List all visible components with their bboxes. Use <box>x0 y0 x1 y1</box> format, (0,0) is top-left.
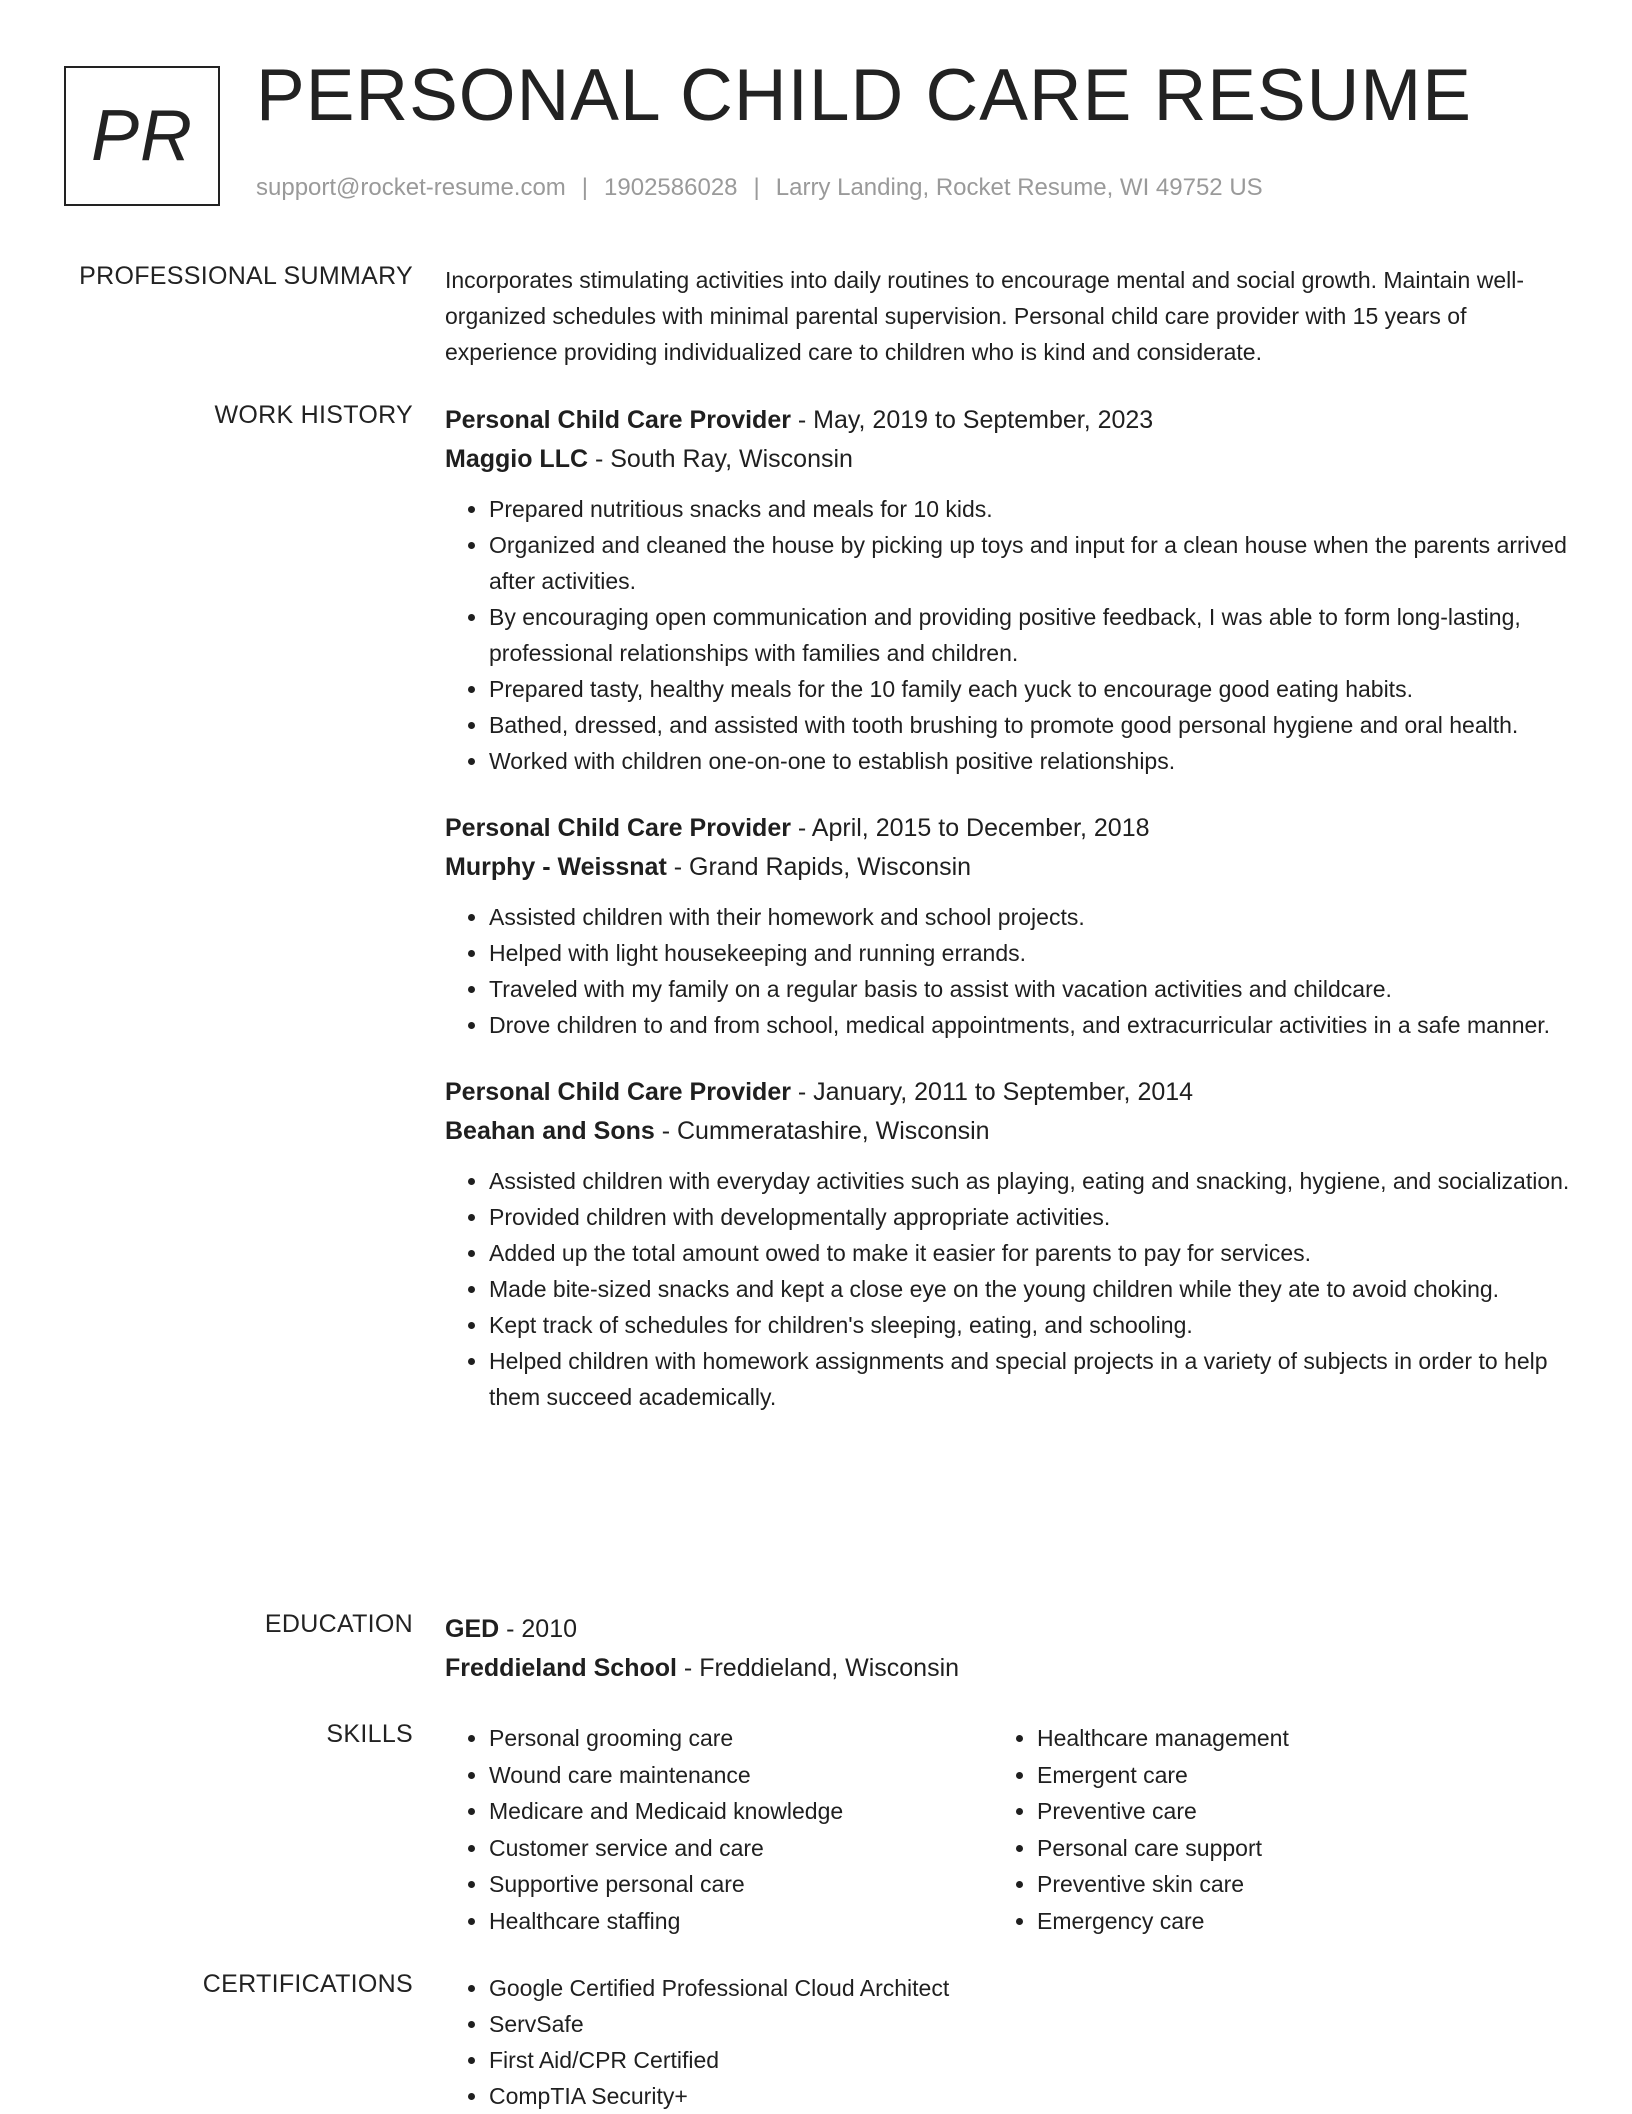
certifications-body <box>445 1970 1570 2114</box>
certification-item: • Google Certified Professional Cloud Architect <box>489 1970 1570 2006</box>
job-bullet: • Helped with light housekeeping and running errands. <box>489 935 1570 971</box>
summary-body <box>445 262 1570 370</box>
job-entry <box>445 1073 1570 1415</box>
skills-column-left <box>445 1720 993 1939</box>
skill-item: • Healthcare management <box>1037 1720 1541 1757</box>
job-title-line <box>445 809 1570 848</box>
job-company: Murphy - Weissnat <box>445 853 667 881</box>
job-role: Personal Child Care Provider <box>445 1078 791 1106</box>
job-company: Maggio LLC <box>445 445 589 473</box>
education-location: - Freddieland, Wisconsin <box>676 1654 960 1682</box>
job-company-line <box>445 440 1570 479</box>
job-bullet: • Organized and cleaned the house by picking up toys and input for a clean house when the parents arrived after activities. <box>489 527 1570 599</box>
contact-separator: | <box>753 174 760 201</box>
job-role: Personal Child Care Provider <box>445 406 791 434</box>
job-bullet: • Prepared tasty, healthy meals for the 10 family each yuck to encourage good eating habits. <box>489 671 1570 707</box>
certifications-list <box>445 1970 1570 2114</box>
work-history-body <box>445 401 1570 1445</box>
skill-item: • Supportive personal care <box>489 1866 993 1903</box>
job-bullets <box>445 491 1570 779</box>
job-company-line <box>445 848 1570 887</box>
job-entry <box>445 401 1570 779</box>
job-bullet: • Made bite-sized snacks and kept a close eye on the young children while they ate to avoid choking. <box>489 1271 1570 1307</box>
section-title-education: EDUCATION <box>264 1610 413 1638</box>
certification-item: • CompTIA Security+ <box>489 2078 1570 2114</box>
job-bullet: • Drove children to and from school, medical appointments, and extracurricular activities in a safe manner. <box>489 1007 1570 1043</box>
job-bullet: • By encouraging open communication and providing positive feedback, I was able to form long-lasting, professional relationships with families and children. <box>489 599 1570 671</box>
job-bullet: • Helped children with homework assignments and special projects in a variety of subjects in order to help them succeed academically. <box>489 1343 1570 1415</box>
education-year: - 2010 <box>499 1615 578 1643</box>
job-dates: - April, 2015 to December, 2018 <box>790 814 1150 842</box>
job-bullet: • Assisted children with everyday activities such as playing, eating and snacking, hygiene, and socialization. <box>489 1163 1570 1199</box>
job-bullet: • Assisted children with their homework and school projects. <box>489 899 1570 935</box>
skills-list-left <box>445 1720 993 1939</box>
skill-item: • Personal care support <box>1037 1830 1541 1867</box>
job-title-line <box>445 401 1570 440</box>
job-location: - Grand Rapids, Wisconsin <box>666 853 972 881</box>
contact-phone: 1902586028 <box>604 174 738 201</box>
monogram-initials: PR <box>90 96 194 176</box>
skill-item: • Medicare and Medicaid knowledge <box>489 1793 993 1830</box>
job-bullet: • Traveled with my family on a regular basis to assist with vacation activities and childcare. <box>489 971 1570 1007</box>
resume-title: PERSONAL CHILD CARE RESUME <box>256 55 1472 136</box>
education-body <box>445 1610 1570 1688</box>
skill-item: • Emergency care <box>1037 1903 1541 1940</box>
certification-item: • ServSafe <box>489 2006 1570 2042</box>
job-title-line <box>445 1073 1570 1112</box>
contact-email: support@rocket-resume.com <box>256 174 566 201</box>
skills-columns <box>445 1720 1570 1939</box>
section-title-skills: SKILLS <box>326 1720 413 1748</box>
education-school: Freddieland School <box>445 1654 677 1682</box>
job-company-line <box>445 1112 1570 1151</box>
job-bullets <box>445 899 1570 1043</box>
job-bullet: • Bathed, dressed, and assisted with tooth brushing to promote good personal hygiene and oral health. <box>489 707 1570 743</box>
section-title-summary: PROFESSIONAL SUMMARY <box>79 262 413 290</box>
job-role: Personal Child Care Provider <box>445 814 791 842</box>
skills-body <box>445 1720 1570 1939</box>
education-degree: GED <box>445 1615 500 1643</box>
job-dates: - January, 2011 to September, 2014 <box>790 1078 1194 1106</box>
skill-item: • Preventive care <box>1037 1793 1541 1830</box>
job-bullet: • Worked with children one-on-one to establish positive relationships. <box>489 743 1570 779</box>
job-dates: - May, 2019 to September, 2023 <box>790 406 1154 434</box>
certification-item: • First Aid/CPR Certified <box>489 2042 1570 2078</box>
skills-column-right <box>993 1720 1541 1939</box>
contact-separator: | <box>581 174 589 201</box>
job-bullet: • Kept track of schedules for children's sleeping, eating, and schooling. <box>489 1307 1570 1343</box>
skill-item: • Emergent care <box>1037 1757 1541 1794</box>
skills-list-right <box>993 1720 1541 1939</box>
job-location: - South Ray, Wisconsin <box>588 445 853 473</box>
contact-address: Larry Landing, Rocket Resume, WI 49752 US <box>775 174 1263 201</box>
contact-line <box>256 174 1263 202</box>
job-bullet: • Provided children with developmentally appropriate activities. <box>489 1199 1570 1235</box>
skill-item: • Preventive skin care <box>1037 1866 1541 1903</box>
monogram-box <box>64 66 220 206</box>
summary-text: Incorporates stimulating activities into daily routines to encourage mental and social growth. Maintain well-organized schedules with minimal parental supervision. Personal child care provider with 15 years of experience providing individualized care to children who is kind and considerate. <box>445 267 1524 365</box>
job-location: - Cummeratashire, Wisconsin <box>654 1117 990 1145</box>
skill-item: • Wound care maintenance <box>489 1757 993 1794</box>
section-title-certifications: CERTIFICATIONS <box>202 1970 413 1998</box>
job-company: Beahan and Sons <box>445 1117 655 1145</box>
job-bullet: • Prepared nutritious snacks and meals for 10 kids. <box>489 491 1570 527</box>
job-bullet: • Added up the total amount owed to make it easier for parents to pay for services. <box>489 1235 1570 1271</box>
job-entry <box>445 809 1570 1043</box>
skill-item: • Customer service and care <box>489 1830 993 1867</box>
skill-item: • Personal grooming care <box>489 1720 993 1757</box>
skill-item: • Healthcare staffing <box>489 1903 993 1940</box>
education-school-line <box>445 1649 1570 1688</box>
education-degree-line <box>445 1610 1570 1649</box>
section-title-work: WORK HISTORY <box>214 401 413 429</box>
job-bullets <box>445 1163 1570 1415</box>
